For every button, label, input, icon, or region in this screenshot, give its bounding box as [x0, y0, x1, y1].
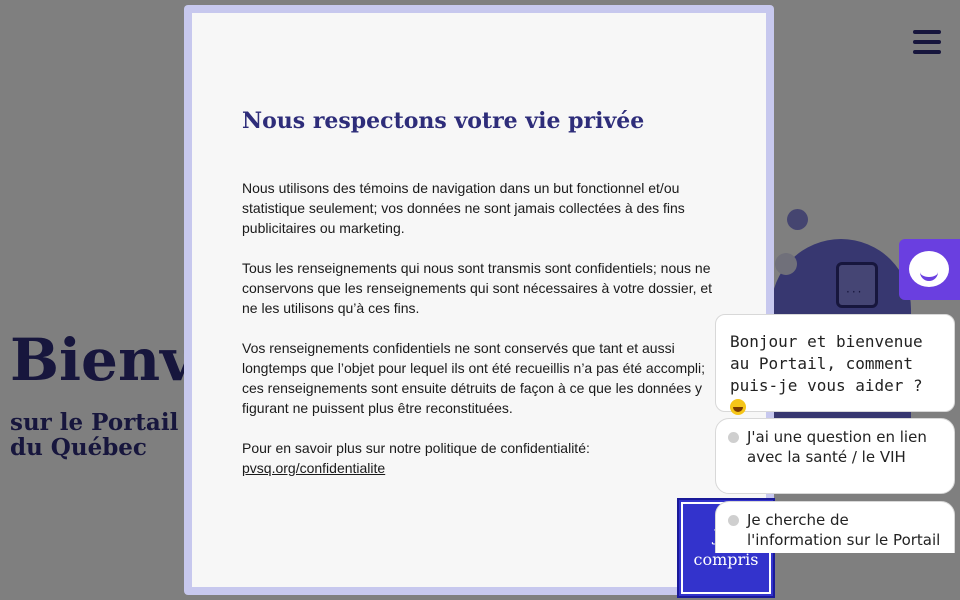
privacy-modal — [192, 13, 766, 587]
policy-paragraph — [242, 438, 717, 478]
chat-launcher-button[interactable] — [899, 239, 960, 300]
chat-option-info[interactable] — [715, 501, 955, 553]
privacy-policy-link[interactable]: pvsq.org/confidentialite — [242, 460, 386, 476]
policy-intro: Pour en savoir plus sur notre politique de confidentialité: — [242, 440, 590, 456]
chat-greeting-message — [715, 314, 955, 412]
smiley-icon — [730, 399, 746, 415]
radio-dot-icon — [728, 432, 739, 443]
chat-option-health[interactable] — [715, 418, 955, 494]
modal-title: Nous respectons votre vie privée — [242, 108, 645, 134]
privacy-paragraph-1: Nous utilisons des témoins de navigation dans un but fonctionnel et/ou statistique seulement; vos données ne sont jamais collectées à des fins publicitaires ou marketing. — [242, 180, 685, 236]
accept-button-line2: compris — [693, 550, 759, 569]
privacy-paragraph-2: Tous les renseignements qui nous sont transmis sont confidentiels; nous ne conservons que les renseignements qui sont nécessaires à votre dossier, et ne les utilisons qu’à ces fins. — [242, 260, 713, 316]
chat-option-label: Je cherche de l'information sur le Portail — [747, 511, 941, 549]
chat-option-label: J'ai une question en lien avec la santé / le VIH — [747, 428, 927, 466]
privacy-modal-frame — [184, 5, 774, 595]
chat-panel — [715, 313, 960, 553]
modal-body — [242, 178, 717, 498]
privacy-paragraph-3: Vos renseignements confidentiels ne sont conservés que tant et aussi longtemps que l’objet pour lequel ils ont été recueillis n’a pas été accompli; ces renseignements sont ensuite détruits de façon à ce que les données y figurant ne puissent plus être reconstituées. — [242, 340, 706, 416]
chat-bubble-icon — [909, 251, 949, 287]
radio-dot-icon — [728, 515, 739, 526]
chat-greeting-text: Bonjour et bienvenue au Portail, comment puis-je vous aider ? — [730, 332, 923, 395]
